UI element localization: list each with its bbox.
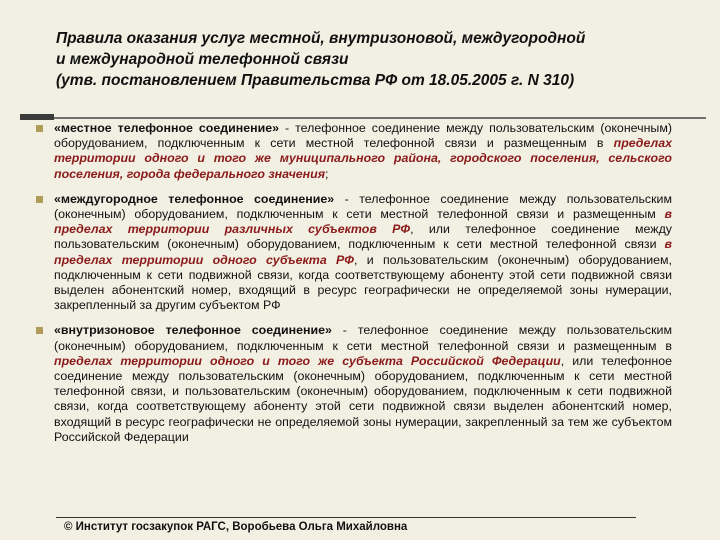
term: «междугородное телефонное соединение» <box>54 191 335 206</box>
term: «внутризоновое телефонное соединение» <box>54 323 332 338</box>
title-line-1: Правила оказания услуг местной, внутризоновой, междугородной <box>56 30 586 47</box>
term: «местное телефонное соединение» <box>54 121 279 135</box>
slide-content <box>54 121 672 455</box>
bullet-square-icon <box>36 327 43 334</box>
bullet-square-icon <box>36 125 43 132</box>
text: - телефонное соединение между пользовательским (оконечным) оборудованием, подключенным к сети местной телефонной связи и размещенным <box>54 191 672 222</box>
highlight: пределах территории одного и того же муниципального района, городского поселения, сельского поселения, города федерального значения <box>54 136 672 181</box>
text: - телефонное соединение между пользовательским (оконечным) оборудованием, подключенным к сети местной телефонной связи и размещенным в <box>54 121 672 151</box>
title-line-2: и международной телефонной связи <box>56 51 349 68</box>
bullet-square-icon <box>36 196 43 203</box>
footer-copyright: © Институт госзакупок РАГС, Воробьева Ольга Михайловна <box>64 521 408 533</box>
definition-long-distance <box>54 192 672 314</box>
bottom-divider <box>56 517 636 518</box>
top-divider-accent <box>20 114 54 120</box>
highlight: в пределах территории различных субъектов РФ <box>54 207 672 237</box>
text: , или телефонное соединение между пользовательским (оконечным) оборудованием, подключенным к сети местной телефонной связи, и пользовательским (оконечным) оборудованием, подключенным к сети подвижной связи, когда соответствующему абоненту этой сети подвижной связи выделен абонентский номер, входящий в ресурс географически не определяемой зоны нумерации, закрепленный за тем же субъектом Российской Федерации <box>54 353 672 444</box>
definition-local <box>54 121 672 182</box>
definition-intrazone <box>54 323 672 445</box>
title-line-3: (утв. постановлением Правительства РФ от 18.05.2005 г. N 310) <box>56 72 575 89</box>
text: , и пользовательским (оконечным) оборудованием, подключенным к сети подвижной связи, когда соответствующему абоненту этой сети подвижной связи выделен абонентский номер, входящий в ресурс географически не определяемой зоны нумерации, закрепленный за другим субъектом РФ <box>54 252 672 313</box>
highlight: в пределах территории одного субъекта РФ <box>54 237 672 267</box>
text: - телефонное соединение между пользовательским (оконечным) оборудованием, подключенным к сети местной телефонной связи и размещенным в <box>54 323 672 353</box>
slide-title <box>56 28 676 91</box>
text: ; <box>325 166 329 181</box>
top-divider <box>20 117 706 119</box>
text: , или телефонное соединение между пользовательским (оконечным) оборудованием, подключенным к сети местной телефонной связи <box>54 222 672 252</box>
highlight: пределах территории одного и того же субъекта Российской Федерации <box>54 353 561 368</box>
